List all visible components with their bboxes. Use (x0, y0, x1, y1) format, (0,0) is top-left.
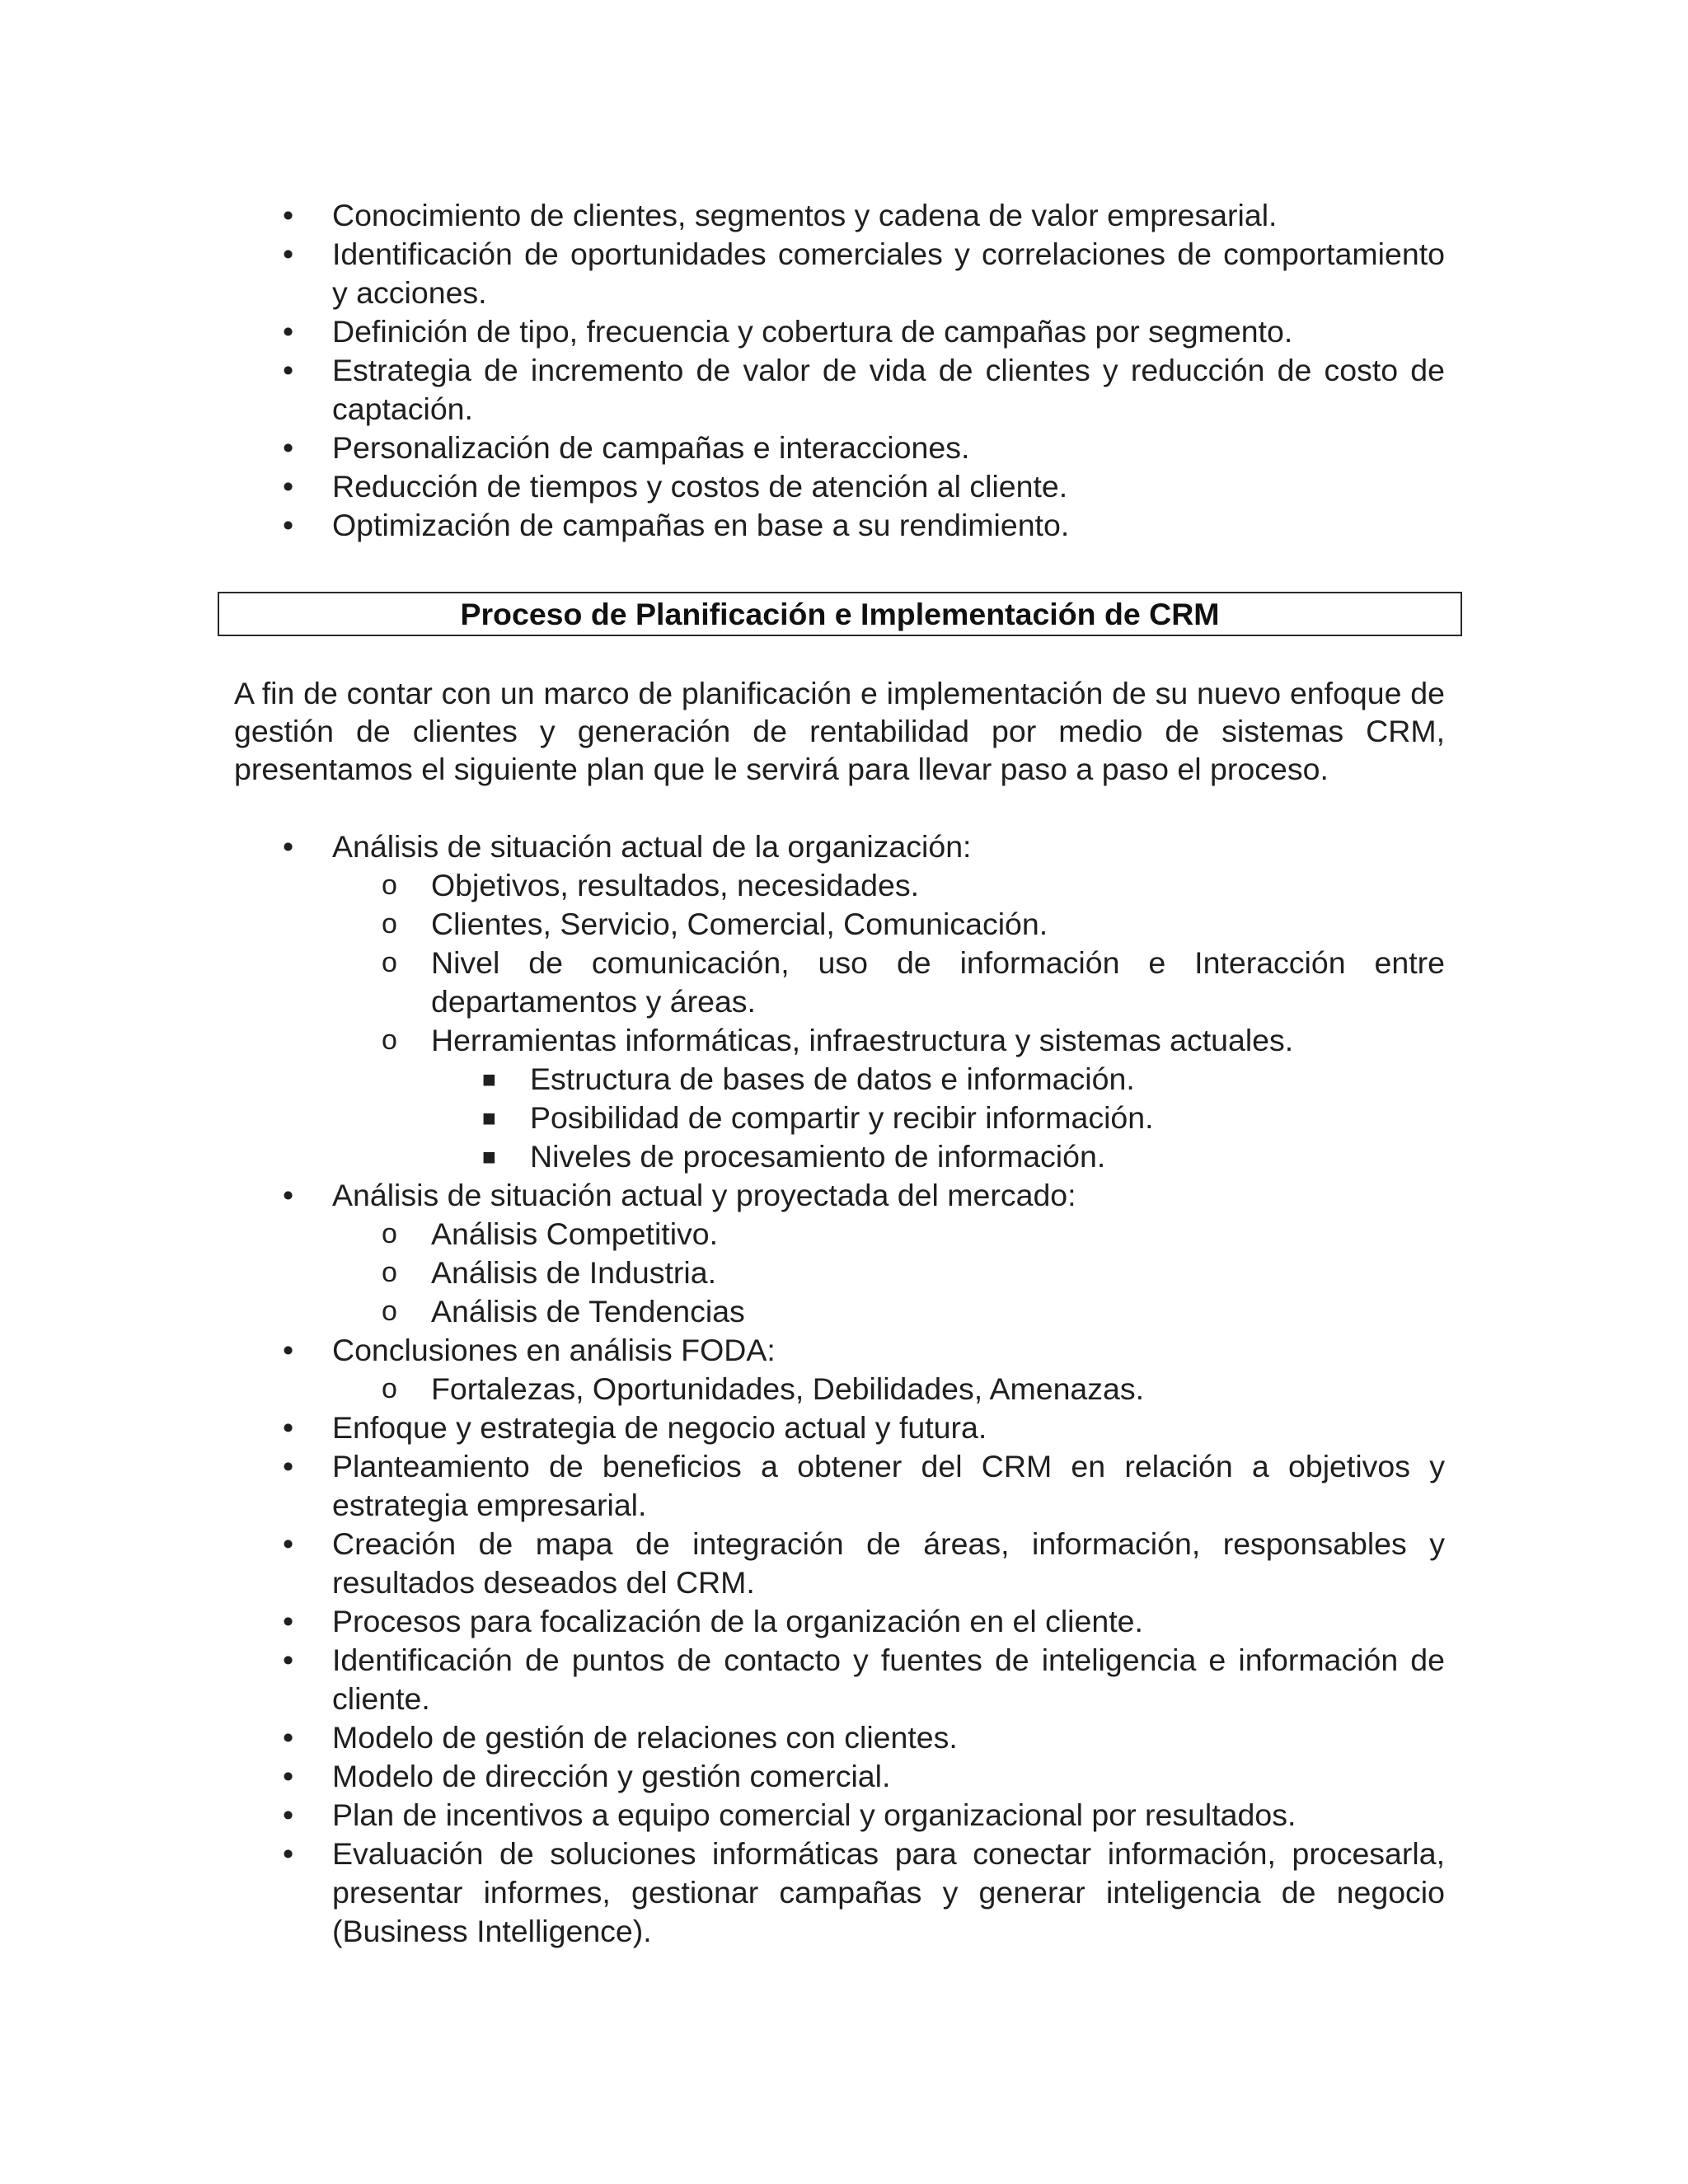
bullet-icon: • (283, 1410, 294, 1445)
list-item: • Personalización de campañas e interacciones. (332, 429, 1445, 467)
bullet-icon: • (283, 1836, 294, 1871)
bullet-icon: • (283, 353, 294, 387)
list-item: • Definición de tipo, frecuencia y cobertura de campañas por segmento. (332, 312, 1445, 351)
circle-bullet-icon: o (382, 908, 397, 940)
sub-sub-list-item: ■ Niveles de procesamiento de información. (530, 1137, 1445, 1176)
bullet-icon: • (283, 1759, 294, 1793)
circle-bullet-icon: o (382, 1257, 397, 1288)
square-bullet-icon: ■ (482, 1144, 496, 1169)
plan-list (283, 827, 1445, 1951)
sub-sub-list-item: ■ Posibilidad de compartir y recibir información. (530, 1099, 1445, 1137)
bullet-icon: • (283, 829, 294, 864)
sub-list-item: o Nivel de comunicación, uso de información e Interacción entre departamentos y áreas. (382, 945, 1445, 1019)
bullet-icon: • (283, 1604, 294, 1638)
list-item: • Análisis de situación actual de la organización: (332, 827, 1445, 866)
bullet-icon: • (283, 1643, 294, 1677)
circle-bullet-icon: o (382, 1024, 397, 1056)
bullet-icon: • (283, 237, 294, 271)
bullet-icon: • (283, 198, 294, 232)
list-item: • Análisis de situación actual y proyectada del mercado: (332, 1176, 1445, 1215)
sub-list-item: o Análisis de Tendencias (431, 1292, 1445, 1331)
square-bullet-icon: ■ (482, 1066, 496, 1092)
sub-list-item: o Clientes, Servicio, Comercial, Comunicación. (431, 905, 1445, 944)
sub-list-item: o Análisis de Industria. (431, 1254, 1445, 1292)
sub-list-item: o Objetivos, resultados, necesidades. (431, 866, 1445, 905)
list-item: • Modelo de gestión de relaciones con clientes. (332, 1718, 1445, 1757)
list-item: • Evaluación de soluciones informáticas para conectar información, procesarla, presentar informes, gestionar campañas y generar inteligencia de negocio (Business Intelligence). (283, 1836, 1445, 1948)
bullet-icon: • (283, 1449, 294, 1483)
list-item: • Creación de mapa de integración de áreas, información, responsables y resultados deseados del CRM. (283, 1526, 1445, 1600)
circle-bullet-icon: o (382, 1296, 397, 1327)
circle-bullet-icon: o (382, 869, 397, 901)
sub-list-item: o Análisis Competitivo. (431, 1215, 1445, 1254)
bullet-icon: • (283, 430, 294, 465)
list-item: • Procesos para focalización de la organización en el cliente. (332, 1602, 1445, 1641)
benefits-list (283, 196, 1445, 545)
bullet-icon: • (283, 1333, 294, 1367)
sub-list-item: o Fortalezas, Oportunidades, Debilidades, Amenazas. (431, 1370, 1445, 1408)
circle-bullet-icon: o (382, 1373, 397, 1404)
bullet-icon: • (283, 1178, 294, 1212)
section-heading: Proceso de Planificación e Implementación de CRM (218, 592, 1462, 636)
list-item: • Reducción de tiempos y costos de atención al cliente. (332, 467, 1445, 506)
list-item: • Optimización de campañas en base a su rendimiento. (332, 506, 1445, 545)
sub-list-item: o Herramientas informáticas, infraestructura y sistemas actuales. (431, 1021, 1445, 1060)
list-item: • Identificación de puntos de contacto y fuentes de inteligencia e información de cliente. (283, 1643, 1445, 1716)
sub-sub-list-item: ■ Estructura de bases de datos e información. (530, 1060, 1445, 1099)
circle-bullet-icon: o (382, 947, 397, 978)
list-item: • Identificación de oportunidades comerciales y correlaciones de comportamiento y acciones. (283, 237, 1445, 310)
list-item: • Modelo de dirección y gestión comercial. (332, 1757, 1445, 1796)
list-item: • Plan de incentivos a equipo comercial y organizacional por resultados. (332, 1796, 1445, 1835)
list-item: • Conocimiento de clientes, segmentos y cadena de valor empresarial. (332, 196, 1445, 235)
bullet-icon: • (283, 1720, 294, 1755)
list-item: • Planteamiento de beneficios a obtener del CRM en relación a objetivos y estrategia empresarial. (283, 1449, 1445, 1522)
square-bullet-icon: ■ (482, 1105, 496, 1131)
list-item: • Estrategia de incremento de valor de vida de clientes y reducción de costo de captación. (283, 353, 1445, 426)
list-item: • Conclusiones en análisis FODA: (332, 1331, 1445, 1370)
bullet-icon: • (283, 1526, 294, 1561)
bullet-icon: • (283, 314, 294, 349)
intro-paragraph: A fin de contar con un marco de planificación e implementación de su nuevo enfoque de gestión de clientes y generación de rentabilidad por medio de sistemas CRM, presentamos el siguiente plan que le servirá para llevar paso a paso el proceso. (234, 676, 1445, 786)
bullet-icon: • (283, 469, 294, 504)
bullet-icon: • (283, 508, 294, 542)
circle-bullet-icon: o (382, 1218, 397, 1249)
bullet-icon: • (283, 1797, 294, 1832)
list-item: • Enfoque y estrategia de negocio actual y futura. (332, 1408, 1445, 1447)
